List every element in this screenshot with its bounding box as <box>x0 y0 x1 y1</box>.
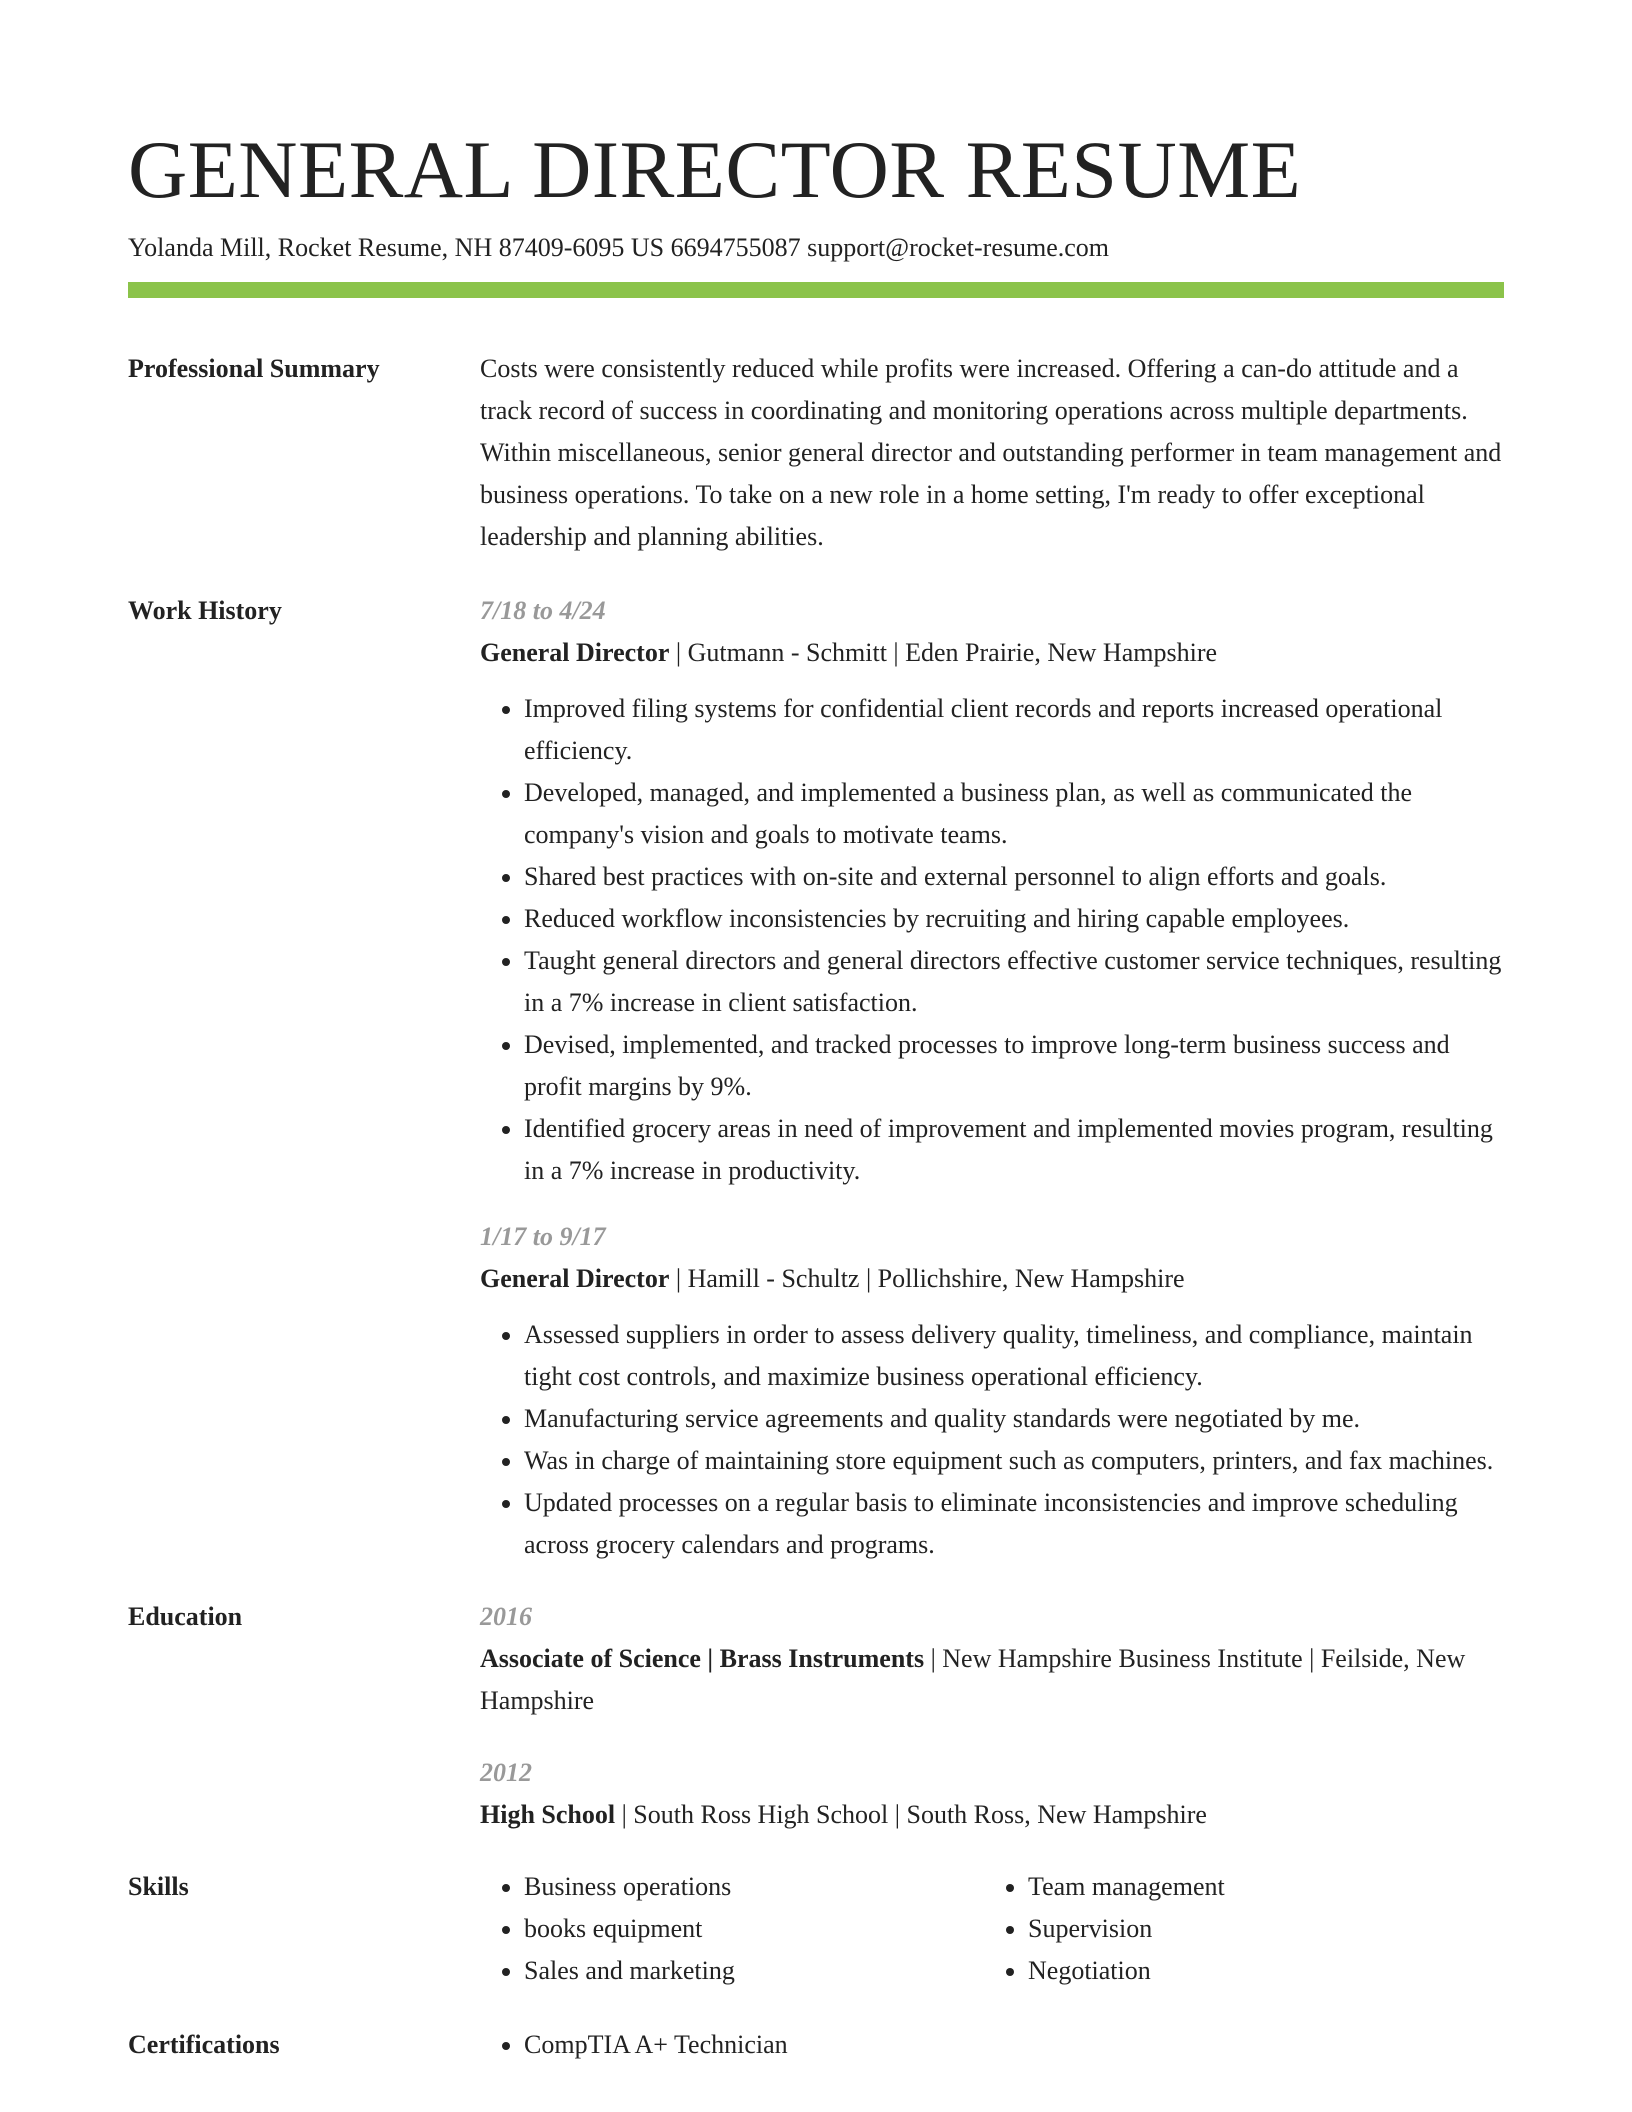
skill-item: • books equipment <box>524 1908 984 1950</box>
skills-column <box>984 1866 1488 1992</box>
job-dates: 1/17 to 9/17 <box>480 1222 606 1251</box>
contact-line: Yolanda Mill, Rocket Resume, NH 87409-6095 US 6694755087 support@rocket-resume.com <box>128 233 1110 262</box>
resume-page <box>128 120 1504 2066</box>
job-bullet: • Was in charge of maintaining store equipment such as computers, printers, and fax machines. <box>524 1440 1504 1482</box>
header-divider <box>128 282 1504 298</box>
job-bullet: • Assessed suppliers in order to assess delivery quality, timeliness, and compliance, maintain tight cost controls, and maximize business operational efficiency. <box>524 1314 1504 1398</box>
skill-item: • Business operations <box>524 1866 984 1908</box>
skills-column <box>480 1866 984 1992</box>
job-bullet: • Devised, implemented, and tracked processes to improve long-term business success and profit margins by 9%. <box>524 1024 1504 1108</box>
certifications-section <box>128 2024 1504 2066</box>
job-bullets <box>480 688 1504 1192</box>
job-bullet: • Manufacturing service agreements and quality standards were negotiated by me. <box>524 1398 1504 1440</box>
education-year: 2012 <box>480 1758 532 1787</box>
skill-item: • Supervision <box>1028 1908 1488 1950</box>
job-heading <box>480 1258 1504 1300</box>
summary-section <box>128 348 1504 558</box>
education-details: | South Ross High School | South Ross, New Hampshire <box>615 1800 1207 1829</box>
education-body <box>480 1596 1504 1836</box>
job-bullet: • Developed, managed, and implemented a business plan, as well as communicated the company's vision and goals to motivate teams. <box>524 772 1504 856</box>
job-details: | Hamill - Schultz | Pollichshire, New Hampshire <box>669 1264 1185 1293</box>
page-title: GENERAL DIRECTOR RESUME <box>128 124 1302 215</box>
skill-item: • Team management <box>1028 1866 1488 1908</box>
section-label-certifications: Certifications <box>128 2030 280 2059</box>
education-heading <box>480 1794 1504 1836</box>
work-history-section <box>128 590 1504 1566</box>
work-history-body <box>480 590 1504 1566</box>
job-title: General Director <box>480 638 670 667</box>
education-section <box>128 1596 1504 1836</box>
skill-item: • Sales and marketing <box>524 1950 984 1992</box>
job-bullets <box>480 1314 1504 1566</box>
job-bullet: • Taught general directors and general directors effective customer service techniques, resulting in a 7% increase in client satisfaction. <box>524 940 1504 1024</box>
section-label-education: Education <box>128 1602 243 1631</box>
education-heading <box>480 1638 1504 1722</box>
job-bullet: • Improved filing systems for confidential client records and reports increased operational efficiency. <box>524 688 1504 772</box>
section-label-work-history: Work History <box>128 596 282 625</box>
job-entry <box>480 1216 1504 1566</box>
certifications-body <box>480 2024 1504 2066</box>
education-degree: High School <box>480 1800 616 1829</box>
skills-section <box>128 1866 1504 1992</box>
job-heading <box>480 632 1504 674</box>
job-bullet: • Reduced workflow inconsistencies by recruiting and hiring capable employees. <box>524 898 1504 940</box>
job-details: | Gutmann - Schmitt | Eden Prairie, New Hampshire <box>669 638 1218 667</box>
skill-item: • Negotiation <box>1028 1950 1488 1992</box>
job-dates: 7/18 to 4/24 <box>480 596 606 625</box>
education-entry <box>480 1596 1504 1722</box>
certification-item: • CompTIA A+ Technician <box>524 2024 1504 2066</box>
section-label-summary: Professional Summary <box>128 354 380 383</box>
section-label-skills: Skills <box>128 1872 189 1901</box>
job-bullet: • Identified grocery areas in need of improvement and implemented movies program, resulting in a 7% increase in productivity. <box>524 1108 1504 1192</box>
job-bullet: • Updated processes on a regular basis to eliminate inconsistencies and improve scheduling across grocery calendars and programs. <box>524 1482 1504 1566</box>
education-degree: Associate of Science | Brass Instruments <box>480 1644 925 1673</box>
job-bullet: • Shared best practices with on-site and external personnel to align efforts and goals. <box>524 856 1504 898</box>
skills-body <box>480 1866 1504 1992</box>
education-entry <box>480 1752 1504 1836</box>
education-year: 2016 <box>480 1602 532 1631</box>
certifications-list <box>480 2024 1504 2066</box>
job-entry <box>480 590 1504 1192</box>
job-title: General Director <box>480 1264 670 1293</box>
summary-text: Costs were consistently reduced while profits were increased. Offering a can-do attitude and a track record of success in coordinating and monitoring operations across multiple departments. Within miscellaneous, senior general director and outstanding performer in team management and business operations. To take on a new role in a home setting, I'm ready to offer exceptional leadership and planning abilities. <box>480 354 1502 551</box>
education-details: | New Hampshire Business Institute | Feilside, New Hampshire <box>480 1644 1466 1715</box>
